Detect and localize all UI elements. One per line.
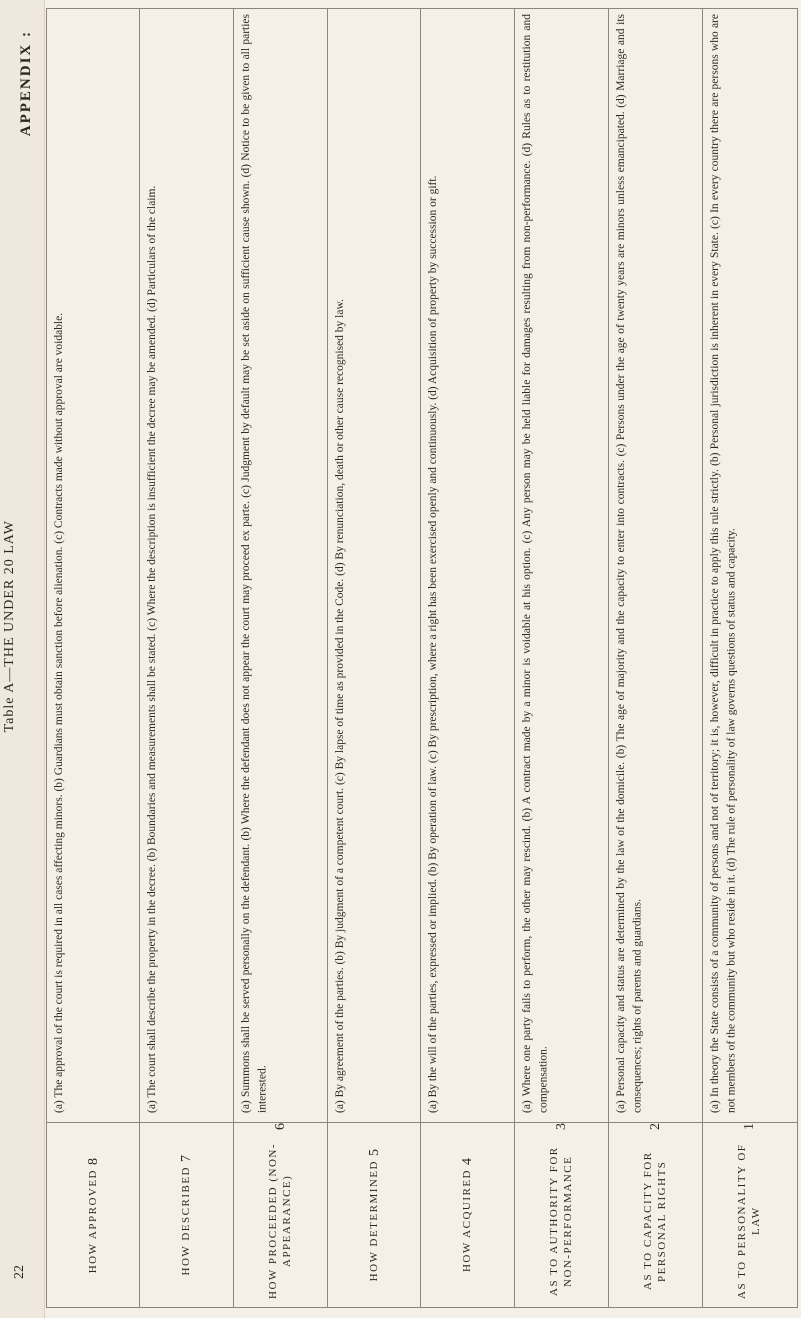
column-number: 2: [648, 1123, 663, 1130]
column-header: [703, 1122, 797, 1308]
table-column-2: [608, 8, 703, 1308]
column-label: HOW DETERMINED: [367, 1160, 380, 1282]
column-label: AS TO PERSONALITY OF LAW: [736, 1143, 762, 1299]
column-number: 5: [366, 1149, 382, 1157]
column-number: 1: [742, 1123, 757, 1130]
column-text: (a) Where one party fails to perform, the other may rescind. (b) A contract made by a minor is voidable at his option. (c) Any person may be held liable for damages resulting from non-performance. (d) Rules as to restitution and compensation.: [521, 14, 550, 1113]
column-number: 6: [273, 1123, 288, 1130]
column-number: 3: [554, 1123, 569, 1130]
column-label: HOW ACQUIRED: [461, 1169, 474, 1273]
column-number: 8: [85, 1157, 101, 1165]
column-number: 7: [179, 1155, 194, 1163]
law-table: [46, 8, 796, 1308]
column-label: HOW DESCRIBED: [180, 1166, 193, 1276]
running-head: [0, 0, 45, 1318]
column-label: HOW APPROVED: [86, 1168, 99, 1274]
column-text: (a) Personal capacity and status are determined by the law of the domicile. (b) The age of majority and the capacity to enter into contracts. (c) Persons under the age of twenty years are minors unless emancipated. (d) Marriage and its consequences; rights of parents and guardians.: [615, 14, 644, 1113]
column-header: [421, 1122, 515, 1308]
column-header: [234, 1122, 328, 1308]
column-header: [47, 1122, 140, 1308]
column-text: (a) The approval of the court is required in all cases affecting minors. (b) Guardians must obtain sanction before alienation. (c) Contracts made without approval are voidable.: [53, 312, 65, 1113]
table-column-7: [139, 8, 234, 1308]
column-text: (a) By the will of the parties, expressed or implied. (b) By operation of law. (c) By prescription, where a right has been exercised openly and continuously. (d) Acquisition of property by succession or gift.: [427, 175, 439, 1113]
column-label: AS TO CAPACITY FOR PERSONAL RIGHTS: [642, 1151, 668, 1291]
column-number: 4: [460, 1158, 475, 1166]
column-header: [328, 1122, 421, 1308]
column-text: (a) Summons shall be served personally on the defendant. (b) Where the defendant does not appear the court may proceed ex parte. (c) Judgment by default may be set aside on sufficient cause shown. (d) Notice to be given to all parties interested.: [240, 14, 269, 1113]
column-header: [609, 1122, 703, 1308]
table-bottom-rule: [46, 1307, 797, 1308]
appendix-label: APPENDIX :: [18, 30, 34, 137]
page-number: 22: [12, 1265, 27, 1279]
table-column-5: [327, 8, 421, 1308]
column-header: [515, 1122, 609, 1308]
table-column-8: [46, 8, 140, 1308]
column-label: HOW PROCEEDED (NON-APPEARANCE): [267, 1143, 293, 1300]
column-header: [140, 1122, 234, 1308]
table-title: Table A—THE UNDER 20 LAW: [2, 520, 17, 733]
column-text: (a) In theory the State consists of a community of persons and not of territory; it is, however, difficult in practice to apply this rule strictly. (b) Personal jurisdiction is inherent in every State. (c) In every country there are persons who are not members of the community but who reside in it. (d) The rule of personality of law governs questions of status and capacity.: [709, 14, 738, 1113]
table-column-4: [420, 8, 515, 1308]
table-column-6: [233, 8, 328, 1308]
table-column-1: [702, 8, 798, 1308]
table-column-3: [514, 8, 609, 1308]
column-text: (a) The court shall describe the property in the decree. (b) Boundaries and measurements shall be stated. (c) Where the description is insufficient the decree may be amended. (d) Particulars of the claim.: [146, 185, 158, 1113]
column-label: AS TO AUTHORITY FOR NON-PERFORMANCE: [548, 1146, 574, 1296]
column-text: (a) By agreement of the parties. (b) By judgment of a competent court. (c) By lapse of time as provided in the Code. (d) By renunciation, death or other cause recognised by law.: [334, 299, 346, 1113]
